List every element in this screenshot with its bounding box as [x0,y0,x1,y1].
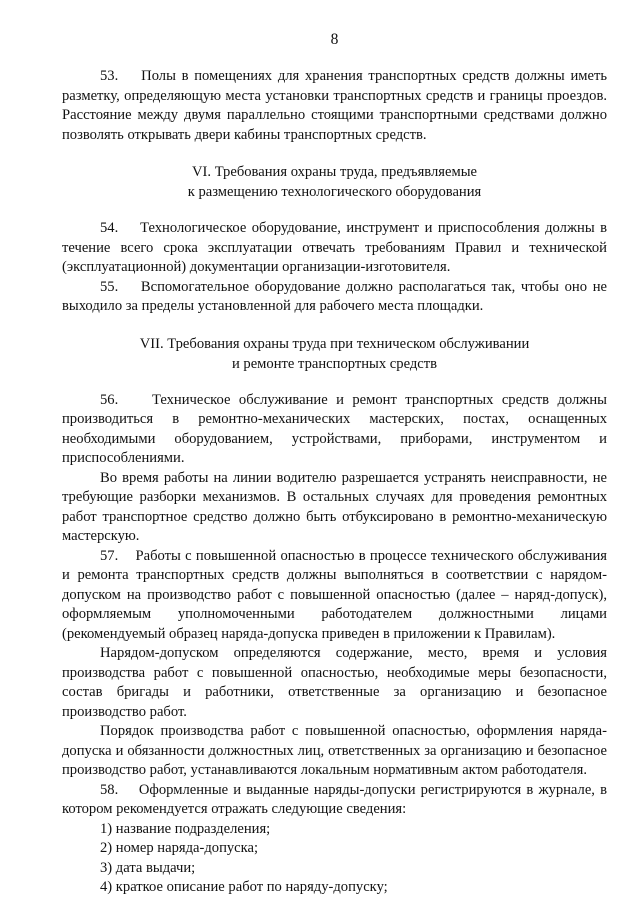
section-heading-vii-line1: VII. Требования охраны труда при техническом обслуживании [139,335,530,352]
section-heading-vii-line2: и ремонте транспортных средств [231,355,438,372]
paragraph-53: 53. Полы в помещениях для хранения транспортных средств должны иметь разметку, определяющую места установки транспортных средств и границы проездов. Расстояние между двумя параллельно стоящими транспортными средствами должно позволять открывать двери кабины транспортных средств. [62,68,607,143]
section-heading-vi [62,162,607,202]
paragraph-56: 56. Техническое обслуживание и ремонт транспортных средств должны производиться в ремонтно-механических мастерских, постах, оснащенных необходимыми оборудованием, устройствами, приборами, инструментом и приспособлениями. [62,391,607,466]
list-item: 3) дата выдачи; [100,859,196,876]
paragraph-57-continued: Нарядом-допуском определяются содержание, место, время и условия производства работ с повышенной опасностью, необходимые меры безопасности, состав бригады и работники, ответственные за организацию и безопасное производство работ. [62,645,607,720]
list-item: 1) название подразделения; [100,820,271,837]
page-number: 8 [330,31,339,48]
list-item: 2) номер наряда-допуска; [100,840,259,856]
paragraph-57-procedure: Порядок производства работ с повышенной опасностью, оформления наряда-допуска и обязанности должностных лиц, ответственных за организацию и безопасное производство работ, устанавливаются локальным нормативным актом работодателя. [62,723,607,778]
paragraph-56-continued: Во время работы на линии водителю разрешается устранять неисправности, не требующие разборки механизмов. В остальных случаях для проведения ремонтных работ транспортное средство должно быть отбуксировано в ремонтно-механическую мастерскую. [62,469,607,544]
section-heading-vii [62,334,607,374]
paragraph-57: 57. Работы с повышенной опасностью в процессе технического обслуживания и ремонта транспортных средств должны выполняться в соответствии с нарядом-допуском на производство работ с повышенной опасностью (далее – наряд-допуск), оформляемым уполномоченными работодателем должностными лицами (рекомендуемый образец наряда-допуска приведен в приложении к Правилам). [62,547,607,642]
paragraph-55: 55. Вспомогательное оборудование должно располагаться так, чтобы оно не выходило за пределы установленной для рабочего места площадки. [62,278,607,314]
section-heading-vi-line2: к размещению технологического оборудования [187,184,482,200]
paragraph-58: 58. Оформленные и выданные наряды-допуски регистрируются в журнале, в котором рекомендуется отражать следующие сведения: [62,781,607,817]
section-heading-vi-line1: VI. Требования охраны труда, предъявляемые [192,164,477,180]
paragraph-54: 54. Технологическое оборудование, инструмент и приспособления должны в течение всего срока эксплуатации отвечать требованиям Правил и технической (эксплуатационной) документации организации-изготовителя. [62,220,607,275]
list-item: 4) краткое описание работ по наряду-допуску; [100,879,388,895]
